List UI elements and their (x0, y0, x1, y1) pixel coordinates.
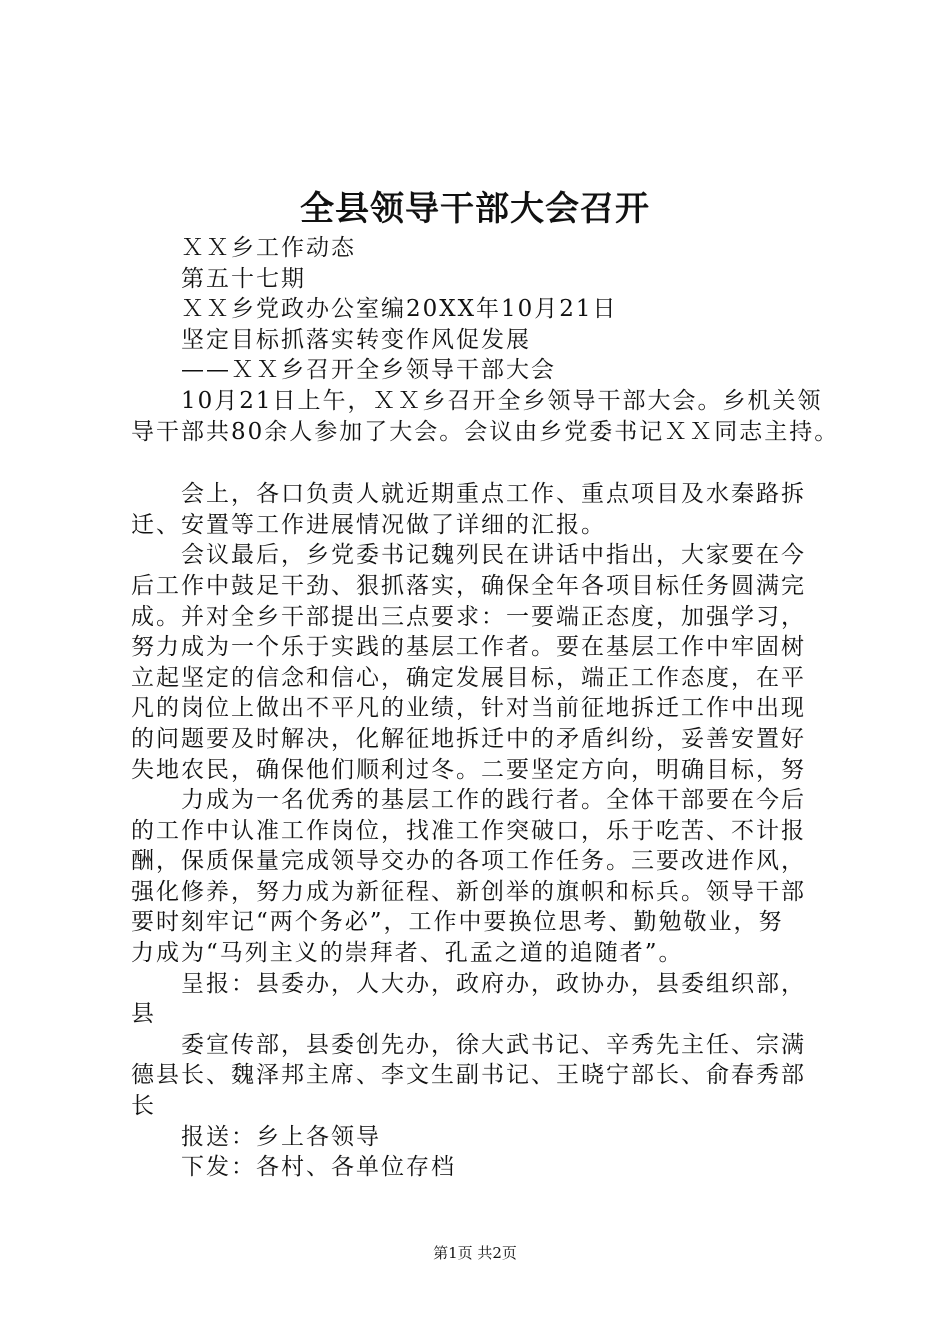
text-line: 第五十七期 (181, 265, 306, 292)
text-line: 德县长、魏泽邦主席、李文生副书记、王晓宁部长、俞春秀部 (131, 1062, 806, 1089)
text-line: 下发：各村、各单位存档 (181, 1154, 456, 1181)
text-line: 10月21日上午，ＸＸ乡召开全乡领导干部大会。乡机关领 (181, 387, 823, 414)
text-line: 迁、安置等工作进展情况做了详细的汇报。 (131, 511, 606, 538)
text-line: 的工作中认准工作岗位，找准工作突破口，乐于吃苦、不计报 (131, 817, 806, 844)
text-line: ＸＸ乡党政办公室编20XX年10月21日 (181, 296, 618, 323)
text-line: 长 (131, 1093, 156, 1120)
text-line: 要时刻牢记“两个务必”，工作中要换位思考、勤勉敬业，努 (131, 909, 784, 936)
text-line: ——ＸＸ乡召开全乡领导干部大会 (181, 357, 556, 384)
text-line: 县 (131, 1001, 156, 1028)
text-line: 强化修养，努力成为新征程、新创举的旗帜和标兵。领导干部 (131, 878, 806, 905)
text-line: 导干部共80余人参加了大会。会议由乡党委书记ＸＸ同志主持。 (131, 418, 840, 445)
text-line: 成。并对全乡干部提出三点要求：一要端正态度，加强学习， (131, 603, 806, 630)
text-line: 坚定目标抓落实转变作风促发展 (181, 326, 531, 353)
text-line: 的问题要及时解决，化解征地拆迁中的矛盾纠纷，妥善安置好 (131, 725, 806, 752)
text-line: 凡的岗位上做出不平凡的业绩，针对当前征地拆迁工作中出现 (131, 695, 806, 722)
text-line: 报送：乡上各领导 (181, 1123, 381, 1150)
text-line: 力成为一名优秀的基层工作的践行者。全体干部要在今后 (181, 787, 806, 814)
text-line: 呈报：县委办，人大办，政府办，政协办，县委组织部， (181, 970, 806, 997)
text-line: 委宣传部，县委创先办，徐大武书记、辛秀先主任、宗满 (181, 1031, 806, 1058)
text-line: 努力成为一个乐于实践的基层工作者。要在基层工作中牢固树 (131, 634, 806, 661)
text-line: 会议最后，乡党委书记魏列民在讲话中指出，大家要在今 (181, 542, 806, 569)
text-line: 立起坚定的信念和信心，确定发展目标，端正工作态度，在平 (131, 664, 806, 691)
text-line: ＸＸ乡工作动态 (181, 235, 356, 261)
blank-line (131, 447, 851, 479)
document-body (131, 233, 851, 1183)
text-line: 会上，各口负责人就近期重点工作、重点项目及水秦路拆 (181, 481, 806, 508)
document-title: 全县领导干部大会召开 (300, 189, 650, 229)
text-line: 后工作中鼓足干劲、狠抓落实，确保全年各项目标任务圆满完 (131, 572, 806, 599)
text-line: 力成为“马列主义的崇拜者、孔孟之道的追随者”。 (131, 940, 684, 967)
text-line: 失地农民，确保他们顺利过冬。二要坚定方向，明确目标，努 (131, 756, 806, 783)
page-number-footer: 第1页 共2页 (433, 1244, 517, 1262)
text-line: 酬，保质保量完成领导交办的各项工作任务。三要改进作风， (131, 848, 806, 875)
